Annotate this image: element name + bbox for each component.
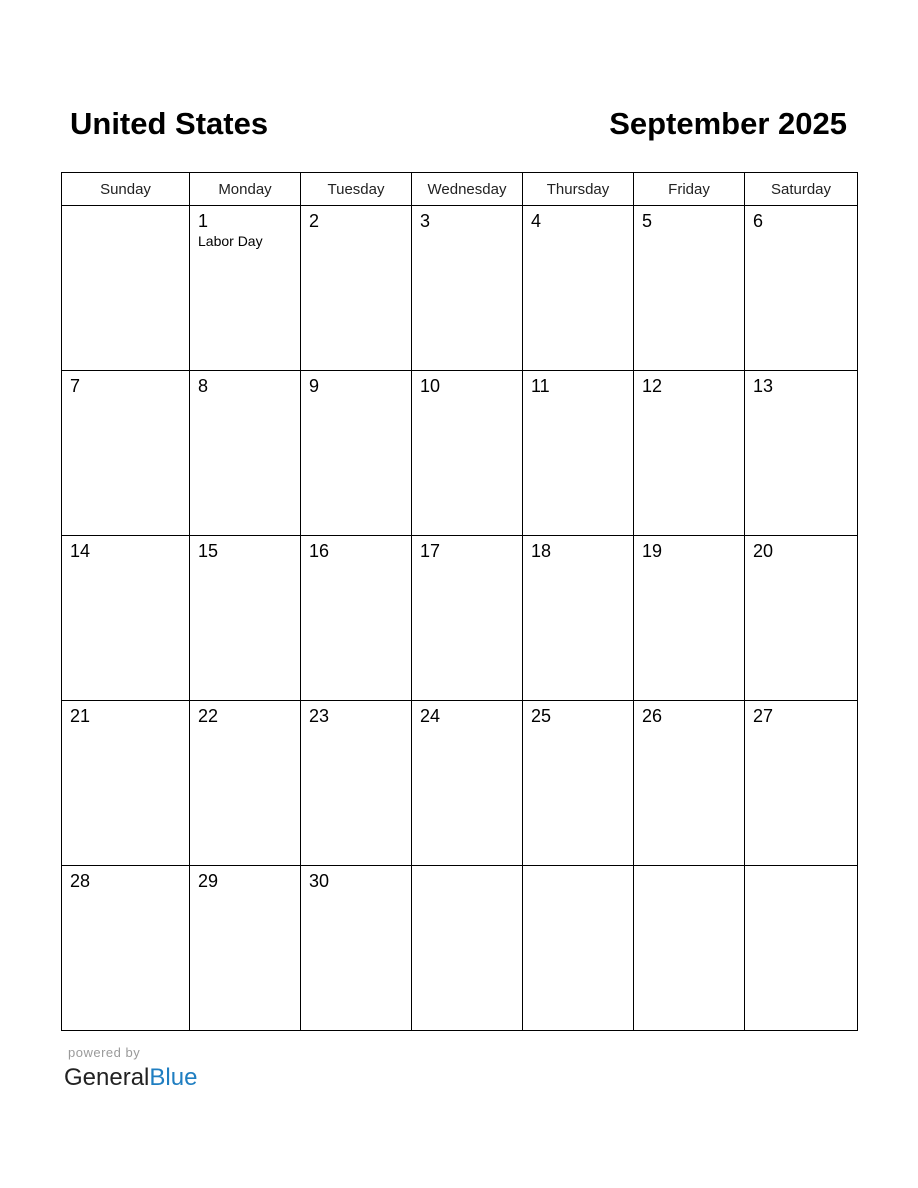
day-number: 9 [309, 376, 320, 396]
day-number: 2 [309, 211, 320, 231]
day-number: 25 [531, 706, 552, 726]
day-cell [190, 371, 301, 536]
day-number: 4 [531, 211, 542, 231]
day-cell [412, 536, 523, 701]
week-row [62, 536, 858, 701]
country-title: United States [70, 106, 269, 141]
day-cell [62, 536, 190, 701]
day-cell [523, 866, 634, 1031]
day-number: 28 [70, 871, 91, 891]
day-cell [745, 371, 858, 536]
weekday-header: Sunday [62, 173, 190, 206]
day-number: 21 [70, 706, 91, 726]
brand-logo[interactable] [64, 1063, 197, 1093]
day-cell [190, 866, 301, 1031]
brand-general-text: General [64, 1064, 150, 1091]
day-cell [634, 206, 745, 371]
day-number: 24 [420, 706, 441, 726]
day-cell [412, 866, 523, 1031]
day-cell [62, 866, 190, 1031]
day-cell [301, 866, 412, 1031]
day-cell [523, 536, 634, 701]
day-number: 29 [198, 871, 219, 891]
day-number: 8 [198, 376, 209, 396]
calendar-grid [61, 172, 858, 1031]
day-number: 14 [70, 541, 91, 561]
day-cell [634, 701, 745, 866]
day-number: 19 [642, 541, 663, 561]
day-cell [190, 536, 301, 701]
day-number: 20 [753, 541, 774, 561]
day-cell [634, 866, 745, 1031]
weekday-header: Tuesday [301, 173, 412, 206]
weekday-header-row [62, 173, 858, 206]
weekday-header: Thursday [523, 173, 634, 206]
day-number: 7 [70, 376, 81, 396]
day-number: 3 [420, 211, 431, 231]
weekday-header: Monday [190, 173, 301, 206]
day-cell [62, 206, 190, 371]
day-cell [412, 371, 523, 536]
brand-blue-text: Blue [149, 1064, 198, 1091]
week-row [62, 701, 858, 866]
day-number: 26 [642, 706, 663, 726]
week-row [62, 206, 858, 371]
day-cell [745, 206, 858, 371]
day-cell [412, 206, 523, 371]
day-cell [523, 206, 634, 371]
day-cell [301, 371, 412, 536]
holiday-label: Labor Day [198, 233, 263, 249]
day-cell [62, 371, 190, 536]
day-cell [634, 371, 745, 536]
day-number: 18 [531, 541, 552, 561]
day-number: 23 [309, 706, 330, 726]
week-row [62, 866, 858, 1031]
day-cell [745, 536, 858, 701]
week-row [62, 371, 858, 536]
day-number: 5 [642, 211, 653, 231]
day-cell [745, 701, 858, 866]
day-cell [634, 536, 745, 701]
day-number: 12 [642, 376, 663, 396]
day-number: 11 [531, 376, 550, 396]
day-number: 27 [753, 706, 774, 726]
day-cell [412, 701, 523, 866]
day-cell [301, 206, 412, 371]
day-number: 16 [309, 541, 330, 561]
weekday-header: Wednesday [412, 173, 523, 206]
weekday-header: Saturday [745, 173, 858, 206]
day-number: 17 [420, 541, 441, 561]
day-cell [523, 701, 634, 866]
powered-by-label: powered by [68, 1045, 141, 1060]
day-cell [745, 866, 858, 1031]
day-number: 10 [420, 376, 441, 396]
day-number: 15 [198, 541, 219, 561]
footer-branding [64, 1045, 197, 1093]
day-number: 6 [753, 211, 764, 231]
day-number: 13 [753, 376, 774, 396]
day-cell [190, 206, 301, 371]
month-year-title: September 2025 [609, 106, 847, 141]
day-number: 22 [198, 706, 219, 726]
day-cell [523, 371, 634, 536]
day-number: 1 [198, 211, 209, 231]
day-number: 30 [309, 871, 330, 891]
weekday-header: Friday [634, 173, 745, 206]
day-cell [190, 701, 301, 866]
day-cell [301, 536, 412, 701]
day-cell [301, 701, 412, 866]
day-cell [62, 701, 190, 866]
